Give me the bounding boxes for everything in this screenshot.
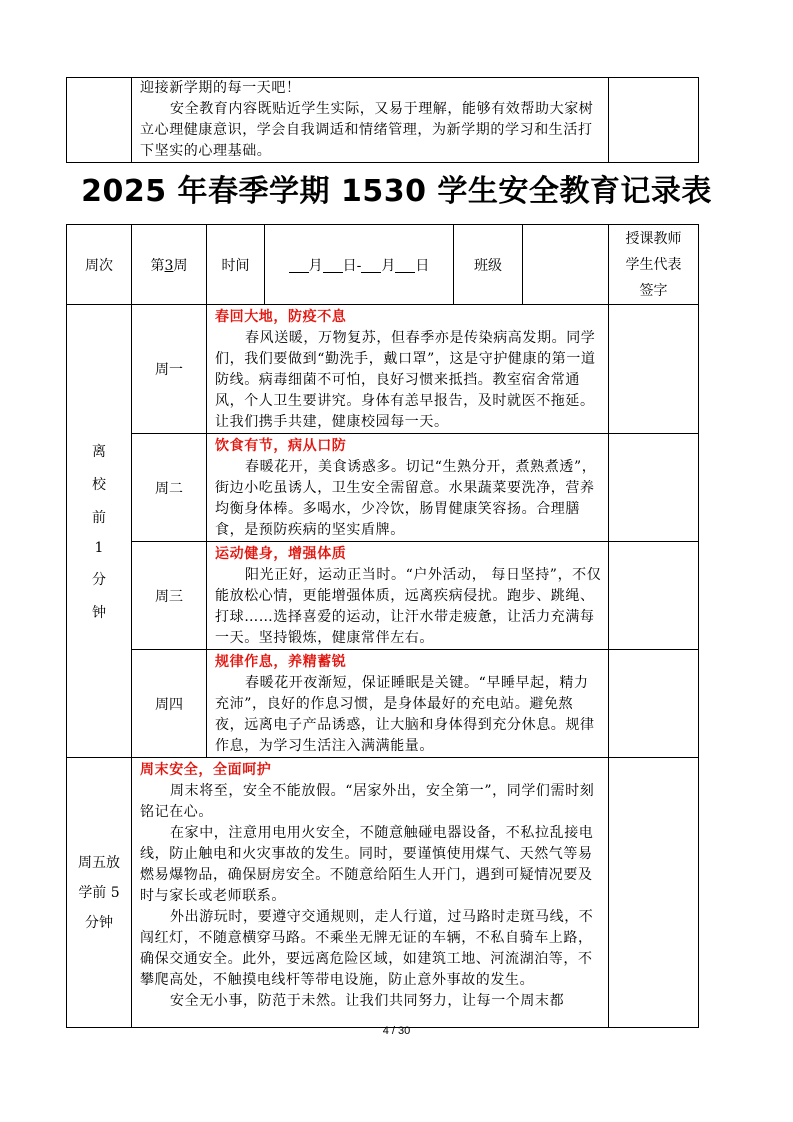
record-table <box>66 224 699 1028</box>
day-heading: 春回大地，防疫不息 <box>215 309 347 325</box>
top-continuation-table <box>66 77 699 163</box>
top-left-cell <box>67 78 132 163</box>
friday-para: 安全无小事，防范于未然。让我们共同努力，让每一个周末都 <box>170 993 565 1009</box>
top-content-cell <box>132 78 609 163</box>
friday-para: 周末将至，安全不能放假。“居家外出，安全第一”，同学们需时刻铭记在心。 <box>140 783 595 820</box>
friday-heading: 周末安全，全面呵护 <box>140 762 272 778</box>
class-value <box>523 225 609 305</box>
signature-cell <box>609 758 699 1028</box>
time-label: 时间 <box>207 225 265 305</box>
day-label: 周一 <box>132 305 207 434</box>
day-heading: 运动健身，增强体质 <box>215 546 347 562</box>
friday-row <box>67 758 699 1028</box>
day-row <box>67 434 699 542</box>
page-number: 4 / 30 <box>382 1025 411 1037</box>
signature-cell <box>609 434 699 542</box>
week-label: 周次 <box>67 225 132 305</box>
day-body: 阳光正好，运动正当时。“户外活动， 每日坚持”，不仅能放松心情，更能增强体质，远离疾病侵扰。跑步、跳绳、打球……选择喜爱的运动，让汗水带走疲惫，让活力充满每一天。坚持锻炼，健康常伴左右。 <box>215 567 602 646</box>
header-row <box>67 225 699 305</box>
section-label-before-leaving: 离 校 前 1 分 钟 <box>67 305 132 758</box>
top-right-cell <box>609 78 699 163</box>
day-heading: 规律作息，养精蓄锐 <box>215 654 347 670</box>
week-value: 第3周 <box>132 225 207 305</box>
friday-para: 在家中，注意用电用火安全，不随意触碰电器设备，不私拉乱接电线，防止触电和火灾事故的发生。同时，要谨慎使用煤气、天然气等易燃易爆物品，确保厨房安全。不随意给陌生人开门，遇到可疑情况要及时与家长或老师联系。 <box>140 825 594 904</box>
day-body: 春风送暖，万物复苏，但春季亦是传染病高发期。同学们，我们要做到“勤洗手，戴口罩”，这是守护健康的第一道防线。病毒细菌不可怕，良好习惯来抵挡。教室宿舍常通风，个人卫生要讲究。身体有恙早报告，及时就医不拖延。让我们携手共建，健康校园每一天。 <box>215 330 596 430</box>
day-label: 周三 <box>132 542 207 650</box>
page-title: 2025 年春季学期 1530 学生安全教育记录表 <box>81 174 712 209</box>
class-label: 班级 <box>454 225 523 305</box>
day-row <box>67 650 699 758</box>
friday-content <box>132 758 609 1028</box>
day-heading: 饮食有节，病从口防 <box>215 438 347 454</box>
friday-label: 周五放 学前 5 分钟 <box>67 758 132 1028</box>
top-para2: 安全教育内容既贴近学生实际，又易于理解，能够有效帮助大家树立心理健康意识，学会自我调适和情绪管理，为新学期的学习和生活打下坚实的心理基础。 <box>140 101 594 159</box>
day-row <box>67 305 699 434</box>
signer-label: 授课教师 学生代表 签字 <box>609 225 699 305</box>
signature-cell <box>609 542 699 650</box>
day-body: 春暖花开，美食诱惑多。切记“生熟分开，煮熟煮透”，街边小吃虽诱人，卫生安全需留意。水果蔬菜要洗净，营养均衡身体棒。多喝水，少冷饮，肠胃健康笑容扬。合理膳食，是预防疾病的坚实盾牌。 <box>215 459 597 538</box>
day-label: 周二 <box>132 434 207 542</box>
week-number: 3 <box>164 257 174 274</box>
day-content <box>207 542 609 650</box>
signature-cell <box>609 305 699 434</box>
day-row <box>67 542 699 650</box>
signature-cell <box>609 650 699 758</box>
day-content <box>207 650 609 758</box>
day-content <box>207 305 609 434</box>
date-range: 月 日- 月 日 <box>265 225 454 305</box>
day-body: 春暖花开夜渐短，保证睡眠是关键。“早睡早起，精力充沛”，良好的作息习惯，是身体最好的充电站。避免熬夜，远离电子产品诱惑，让大脑和身体得到充分休息。规律作息，为学习生活注入满满能量。 <box>215 675 595 754</box>
top-line1: 迎接新学期的每一天吧！ <box>140 80 301 96</box>
day-content <box>207 434 609 542</box>
day-label: 周四 <box>132 650 207 758</box>
friday-para: 外出游玩时，要遵守交通规则，走人行道，过马路时走斑马线，不闯红灯，不随意横穿马路。不乘坐无牌无证的车辆，不私自骑车上路，确保交通安全。此外，要远离危险区域，如建筑工地、河流湖泊等，不攀爬高处，不触摸电线杆等带电设施，防止意外事故的发生。 <box>140 909 594 988</box>
